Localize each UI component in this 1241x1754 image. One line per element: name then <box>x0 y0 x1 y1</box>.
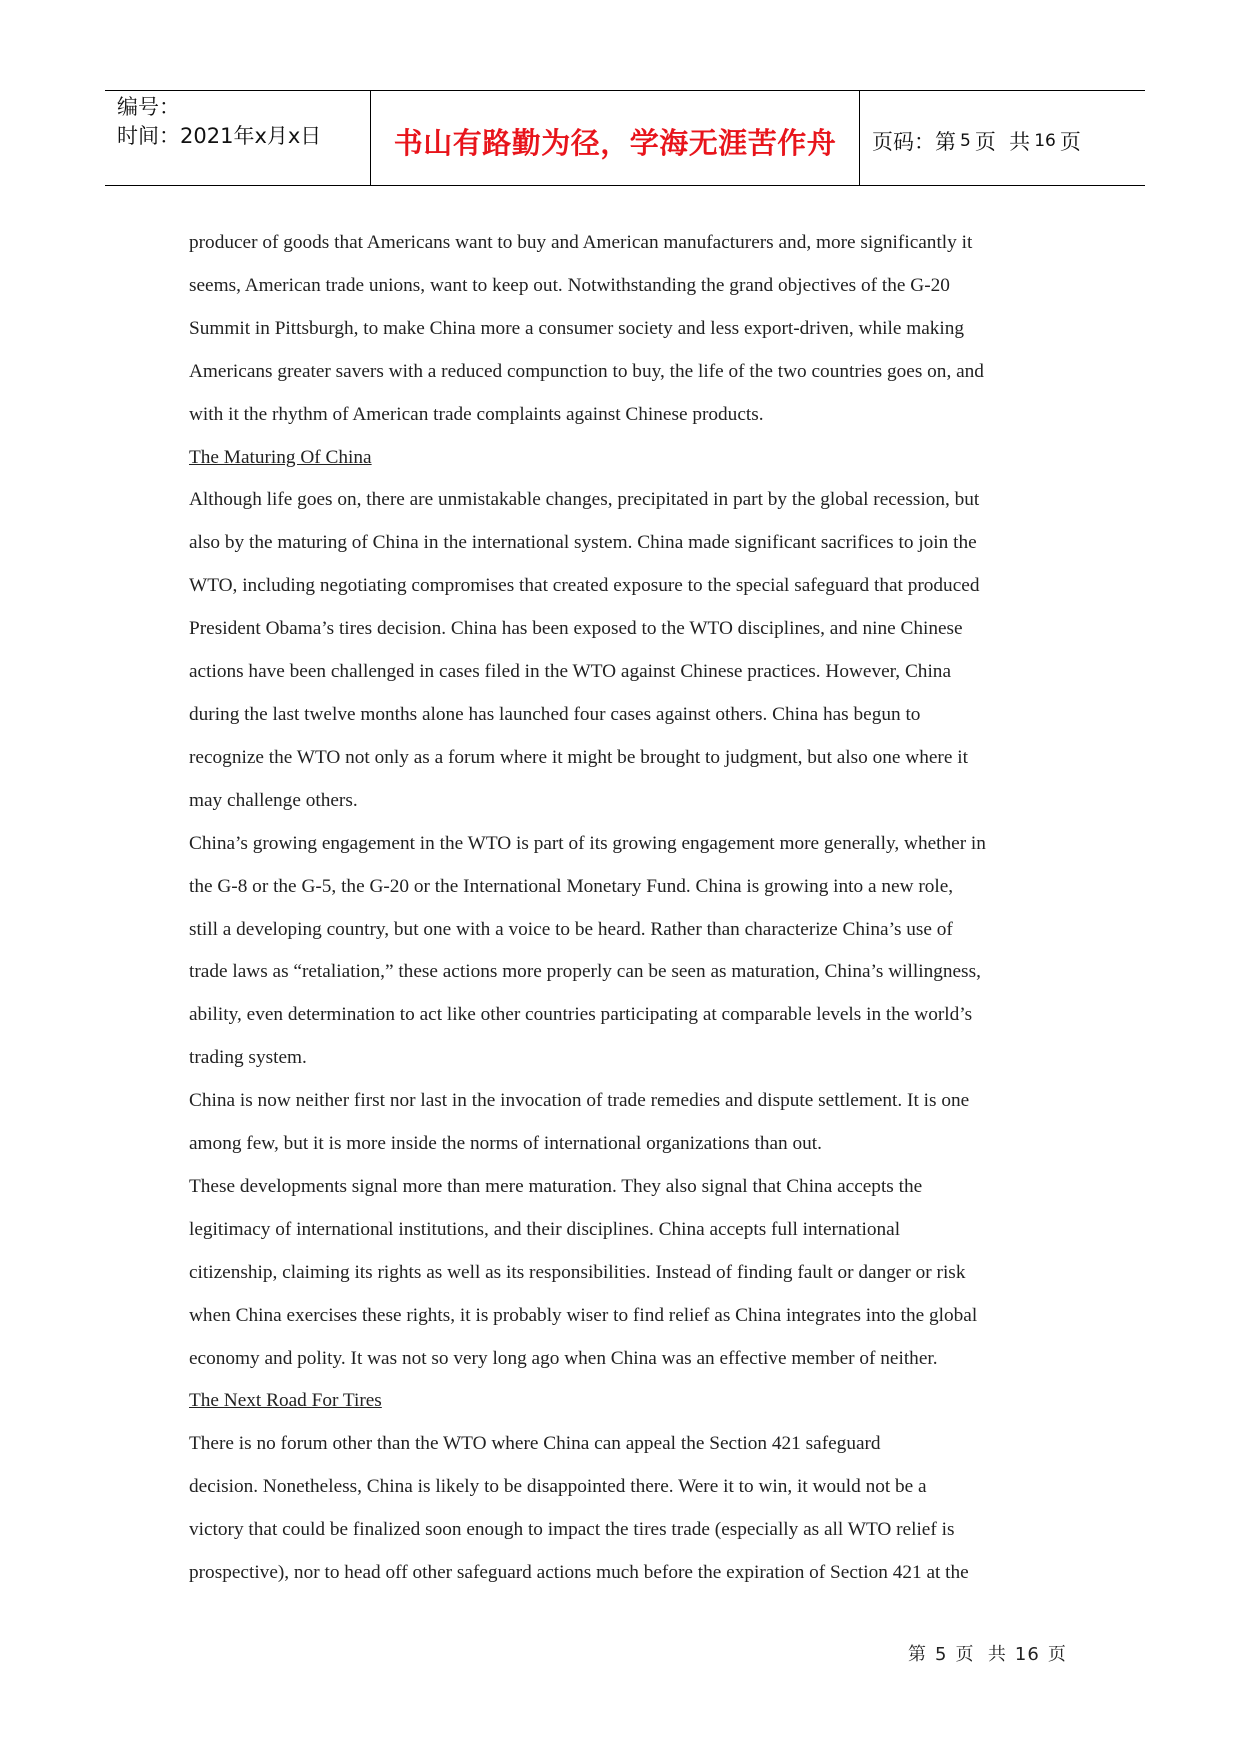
text-line-content: Although life goes on, there are unmistakable changes, precipitated in part by the global recession, but <box>189 489 980 511</box>
text-line-content: ability, even determination to act like other countries participating at comparable levels in the world’s <box>189 1004 973 1026</box>
page-number: 5 <box>960 131 971 151</box>
text-line <box>189 780 1069 823</box>
time-label: 时间：2021年x月x日 <box>117 124 322 148</box>
text-line <box>189 1552 1069 1595</box>
text-line <box>189 351 1069 394</box>
page-suffix: 页 <box>1059 130 1081 154</box>
text-line-content: trading system. <box>189 1047 307 1069</box>
footer-page-number: 5 <box>935 1644 948 1665</box>
section-heading-text: The Maturing Of China <box>189 446 372 468</box>
text-line-content: There is no forum other than the WTO where China can appeal the Section 421 safeguard <box>189 1433 881 1455</box>
text-line <box>189 866 1069 909</box>
text-line-content: citizenship, claiming its rights as well as its responsibilities. Instead of finding fault or danger or risk <box>189 1261 966 1283</box>
text-line-content: among few, but it is more inside the norms of international organizations than out. <box>189 1133 822 1155</box>
text-line <box>189 737 1069 780</box>
text-line <box>189 1166 1069 1209</box>
page-prefix: 页码：第 <box>872 130 956 154</box>
header-meta-cell <box>105 91 370 185</box>
text-line <box>189 651 1069 694</box>
text-line <box>189 308 1069 351</box>
document-body <box>189 222 1069 1595</box>
text-line <box>189 909 1069 952</box>
text-line-content: decision. Nonetheless, China is likely to be disappointed there. Were it to win, it would not be a <box>189 1476 927 1498</box>
text-line <box>189 1338 1069 1381</box>
header-motto-cell <box>370 91 860 185</box>
text-line <box>189 951 1069 994</box>
text-line-content: still a developing country, but one with a voice to be heard. Rather than characterize China’s use of <box>189 918 953 940</box>
section-heading <box>189 437 1069 480</box>
footer-suffix: 页 <box>1047 1644 1067 1665</box>
text-line <box>189 1423 1069 1466</box>
text-line-content: the G-8 or the G-5, the G-20 or the International Monetary Fund. China is growing into a new role, <box>189 875 954 897</box>
text-line <box>189 1295 1069 1338</box>
text-line <box>189 222 1069 265</box>
text-line <box>189 608 1069 651</box>
page-footer <box>908 1640 1075 1666</box>
text-line-content: Americans greater savers with a reduced compunction to buy, the life of the two countries goes on, and <box>189 360 984 382</box>
serial-label: 编号： <box>117 95 180 119</box>
text-line <box>189 1037 1069 1080</box>
text-line-content: when China exercises these rights, it is probably wiser to find relief as China integrates into the global <box>189 1304 978 1326</box>
header-page-cell <box>860 91 1145 185</box>
text-line-content: producer of goods that Americans want to buy and American manufacturers and, more significantly it <box>189 232 973 253</box>
text-line-content: may challenge others. <box>189 789 358 811</box>
text-line-content: legitimacy of international institutions, and their disciplines. China accepts full international <box>189 1218 901 1240</box>
text-line <box>189 522 1069 565</box>
document-header <box>105 90 1145 186</box>
text-line <box>189 394 1069 437</box>
page-total: 16 <box>1034 131 1056 151</box>
text-line <box>189 823 1069 866</box>
footer-mid: 页 共 <box>955 1644 1007 1665</box>
text-line-content: China is now neither first nor last in the invocation of trade remedies and dispute settlement. It is one <box>189 1090 970 1112</box>
text-line <box>189 565 1069 608</box>
footer-page-total: 16 <box>1014 1644 1040 1665</box>
text-line-content: seems, American trade unions, want to keep out. Notwithstanding the grand objectives of the G-20 <box>189 274 950 296</box>
text-line-content: during the last twelve months alone has launched four cases against others. China has begun to <box>189 703 921 725</box>
text-line-content: also by the maturing of China in the international system. China made significant sacrifices to join the <box>189 532 977 554</box>
section-heading <box>189 1380 1069 1423</box>
text-line <box>189 265 1069 308</box>
text-line-content: recognize the WTO not only as a forum where it might be brought to judgment, but also one where it <box>189 746 968 768</box>
header-motto: 书山有路勤为径，学海无涯苦作舟 <box>393 125 837 160</box>
text-line-content: actions have been challenged in cases filed in the WTO against Chinese practices. However, China <box>189 661 952 683</box>
text-line-content: WTO, including negotiating compromises that created exposure to the special safeguard that produced <box>189 575 980 597</box>
text-line-content: President Obama’s tires decision. China has been exposed to the WTO disciplines, and nine Chinese <box>189 618 963 640</box>
page-mid: 页 共 <box>974 130 1031 154</box>
footer-prefix: 第 <box>908 1644 927 1665</box>
text-line-content: prospective), nor to head off other safeguard actions much before the expiration of Section 421 at the <box>189 1562 969 1584</box>
text-line <box>189 1466 1069 1509</box>
text-line <box>189 994 1069 1037</box>
text-line-content: China’s growing engagement in the WTO is part of its growing engagement more generally, whether in <box>189 832 986 854</box>
text-line <box>189 1123 1069 1166</box>
text-line-content: These developments signal more than mere maturation. They also signal that China accepts the <box>189 1175 923 1197</box>
text-line <box>189 1509 1069 1552</box>
text-line-content: with it the rhythm of American trade complaints against Chinese products. <box>189 403 764 425</box>
section-heading-text: The Next Road For Tires <box>189 1390 382 1412</box>
text-line <box>189 1209 1069 1252</box>
text-line <box>189 479 1069 522</box>
text-line-content: Summit in Pittsburgh, to make China more a consumer society and less export-driven, while making <box>189 317 965 339</box>
text-line-content: victory that could be finalized soon enough to impact the tires trade (especially as all WTO relief is <box>189 1519 955 1541</box>
text-line-content: economy and polity. It was not so very long ago when China was an effective member of neither. <box>189 1347 938 1369</box>
text-line <box>189 1080 1069 1123</box>
text-line <box>189 694 1069 737</box>
text-line <box>189 1252 1069 1295</box>
text-line-content: trade laws as “retaliation,” these actions more properly can be seen as maturation, China’s willingness, <box>189 961 981 983</box>
